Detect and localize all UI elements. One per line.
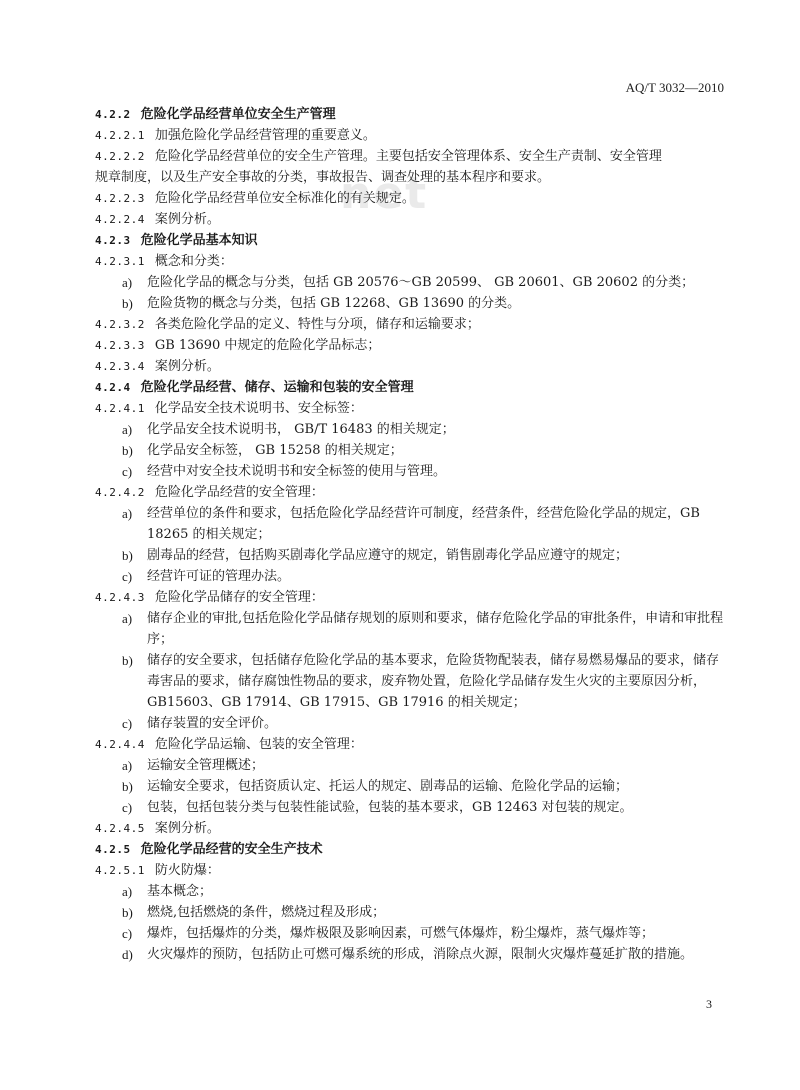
list-item-label: b) [122,548,133,563]
clause-text: 危险化学品经营单位安全标准化的有关规定。 [154,191,415,206]
clause [95,146,725,188]
list-item-text: 运输安全管理概述； [147,758,265,773]
list-item-text: 爆炸，包括爆炸的分类，爆炸极限及影响因素，可燃气体爆炸，粉尘爆炸，蒸气爆炸等； [147,926,655,941]
list-item-label: b) [122,443,133,458]
clause-number: 4.2.2.2 [95,150,145,163]
clause-number: 4.2.3 [95,234,131,247]
clause-text-continued: 规章制度，以及生产安全事故的分类，事故报告、调查处理的基本程序和要求。 [95,170,551,185]
list-item-label: a) [122,506,133,521]
section-heading [95,377,725,398]
list-item-text: 包装，包括包装分类与包装性能试验，包装的基本要求，GB 12463 对包装的规定。 [147,800,633,815]
list-item [95,944,725,965]
section-heading [95,839,725,860]
clause [95,860,725,881]
list-item-text: 储存装置的安全评价。 [147,716,278,731]
clause-text: 危险化学品经营的安全生产技术 [140,842,323,857]
list-item-text: 化学品安全技术说明书， GB/T 16483 的相关规定； [147,422,455,437]
clause-number: 4.2.4.4 [95,738,145,751]
clause-text: 案例分析。 [154,212,220,227]
clause-number: 4.2.4.5 [95,822,145,835]
list-item [95,503,725,545]
list-item-text: 运输安全要求，包括资质认定、托运人的规定、剧毒品的运输、危险化学品的运输； [147,779,629,794]
clause-text: 概念和分类： [154,254,233,269]
list-item-label: c) [122,569,133,584]
clause-number: 4.2.4.1 [95,402,145,415]
list-item [95,881,725,902]
list-item-text: 危险货物的概念与分类，包括 GB 12268、GB 13690 的分类。 [147,296,521,311]
list-item [95,566,725,587]
standard-code: AQ/T 3032—2010 [625,80,724,95]
list-item-text: 经营许可证的管理办法。 [147,569,291,584]
list-item-label: a) [122,611,133,626]
clause-number: 4.2.2.1 [95,129,145,142]
list-item-text: 燃烧,包括燃烧的条件，燃烧过程及形成； [147,905,386,920]
list-item-label: a) [122,758,133,773]
list-item [95,776,725,797]
list-item-label: b) [122,296,133,311]
list-item [95,293,725,314]
list-item-label: a) [122,884,133,899]
clause [95,734,725,755]
list-item-text: 经营中对安全技术说明书和安全标签的使用与管理。 [147,464,447,479]
list-item [95,461,725,482]
list-item-text: 储存企业的审批,包括危险化学品储存规划的原则和要求，储存危险化学品的审批条件，申请和审批程序； [147,611,724,647]
list-item [95,608,725,650]
clause-text: 危险化学品经营单位安全生产管理 [140,107,336,122]
clause-number: 4.2.2.3 [95,192,145,205]
list-item [95,902,725,923]
list-item-text: 基本概念； [147,884,213,899]
clause-number: 4.2.5 [95,843,131,856]
watermark: net [340,168,429,219]
list-item [95,272,725,293]
page-number: 3 [706,997,712,1011]
list-item [95,650,725,713]
clause-text: 危险化学品储存的安全管理： [154,590,324,605]
list-item [95,545,725,566]
clause [95,314,725,335]
clause-text: 案例分析。 [154,359,220,374]
clause-text: 危险化学品经营单位的安全生产管理。主要包括安全管理体系、安全生产责制、安全管理 [154,149,662,164]
clause-number: 4.2.3.3 [95,339,145,352]
clause [95,818,725,839]
clause [95,209,725,230]
clause-number: 4.2.4.2 [95,486,145,499]
section-heading [95,230,725,251]
list-item-label: b) [122,779,133,794]
list-item-text: 危险化学品的概念与分类，包括 GB 20576～GB 20599、 GB 20601、GB 20602 的分类； [147,275,695,290]
clause [95,398,725,419]
list-item-text: 火灾爆炸的预防，包括防止可燃可爆系统的形成，消除点火源，限制火灾爆炸蔓延扩散的措施。 [147,947,694,962]
clause-number: 4.2.3.4 [95,360,145,373]
clause-number: 4.2.2.4 [95,213,145,226]
clause-text: 危险化学品经营、储存、运输和包装的安全管理 [140,380,414,395]
clause-text: 防火防爆： [154,863,220,878]
clause-number: 4.2.3.1 [95,255,145,268]
clause-number: 4.2.2 [95,108,131,121]
clause [95,587,725,608]
clause-number: 4.2.4 [95,381,131,394]
list-item-text: 储存的安全要求，包括储存危险化学品的基本要求，危险货物配装表，储存易燃易爆品的要求，储存毒害品的要求，储存腐蚀性物品的要求，废弃物处置，危险化学品储存发生火灾的主要原因分析，GB15603、GB 17914、GB 17915、GB 17916 的相关规定； [147,653,720,710]
clause-text: 加强危险化学品经营管理的重要意义。 [154,128,376,143]
clause [95,356,725,377]
section-heading [95,104,725,125]
list-item [95,713,725,734]
list-item-text: 经营单位的条件和要求，包括危险化学品经营许可制度，经营条件，经营危险化学品的规定，GB 18265 的相关规定； [147,506,700,542]
list-item [95,923,725,944]
clause [95,335,725,356]
clause [95,125,725,146]
list-item-label: d) [122,947,133,962]
document-body [95,104,725,965]
clause-number: 4.2.5.1 [95,864,145,877]
list-item [95,440,725,461]
clause-text: 危险化学品运输、包装的安全管理： [154,737,363,752]
clause-text: 危险化学品基本知识 [140,233,258,248]
list-item [95,755,725,776]
list-item-text: 剧毒品的经营，包括购买剧毒化学品应遵守的规定，销售剧毒化学品应遵守的规定； [147,548,629,563]
clause-text: 化学品安全技术说明书、安全标签： [154,401,363,416]
list-item-label: a) [122,422,133,437]
list-item-label: c) [122,716,133,731]
clause [95,251,725,272]
clause-number: 4.2.4.3 [95,591,145,604]
list-item-text: 化学品安全标签， GB 15258 的相关规定； [147,443,403,458]
clause [95,482,725,503]
list-item-label: a) [122,275,133,290]
clause-text: 危险化学品经营的安全管理： [154,485,324,500]
clause-text: 案例分析。 [154,821,220,836]
list-item-label: c) [122,464,133,479]
clause-text: 各类危险化学品的定义、特性与分项，储存和运输要求； [154,317,480,332]
list-item-label: b) [122,905,133,920]
list-item-label: c) [122,926,133,941]
list-item [95,419,725,440]
clause-number: 4.2.3.2 [95,318,145,331]
list-item-label: c) [122,800,133,815]
clause-text: GB 13690 中规定的危险化学品标志； [154,338,381,353]
list-item-label: b) [122,653,133,668]
clause [95,188,725,209]
list-item [95,797,725,818]
